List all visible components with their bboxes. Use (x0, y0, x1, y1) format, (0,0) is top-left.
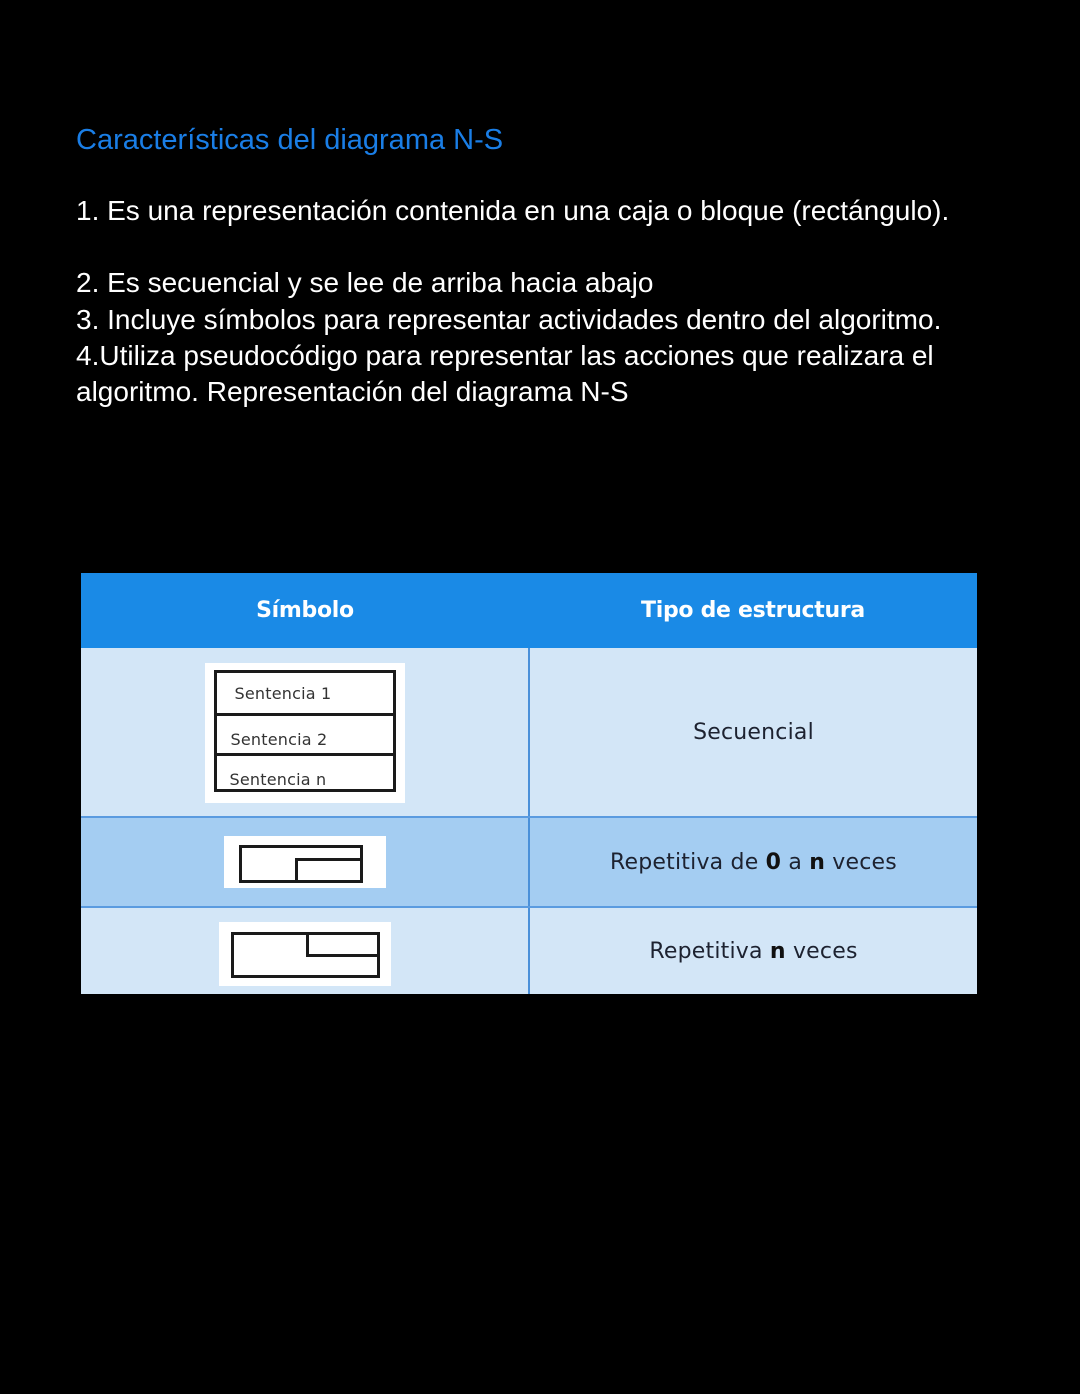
sentence-n-label: Sentencia n (217, 753, 393, 789)
structure-type-bold-n: n (769, 938, 786, 964)
ns-structures-table (81, 573, 977, 994)
sequential-block-icon (205, 663, 405, 803)
symbol-cell (81, 817, 529, 907)
characteristic-item-1: 1. Es una representación contenida en una caja o bloque (rectángulo). (76, 195, 950, 226)
loop-outer-rect (231, 932, 380, 978)
characteristic-item-4: 4.Utiliza pseudocódigo para representar las acciones que realizara el algoritmo. Representación del diagrama N-S (76, 339, 934, 408)
structure-type-bold-n: n (809, 849, 826, 875)
sentence-2-label: Sentencia 2 (217, 713, 393, 753)
symbol-cell (81, 648, 529, 817)
table-row (81, 817, 977, 907)
structure-type-text: Repetitiva de (610, 849, 766, 875)
repeat-0-to-n-icon (224, 836, 386, 888)
table-row (81, 648, 977, 817)
structure-type-text: veces (785, 938, 858, 964)
loop-outer-rect (239, 845, 363, 883)
paragraph-gap (76, 229, 956, 265)
sequential-stack (214, 670, 396, 792)
table-header-row (81, 573, 977, 648)
structure-type-bold-zero: 0 (765, 849, 782, 875)
loop-inner-rect (306, 935, 377, 957)
header-structure-type: Tipo de estructura (529, 573, 977, 648)
table-row (81, 907, 977, 994)
section-title: Características del diagrama N-S (76, 124, 504, 156)
characteristic-item-2: 2. Es secuencial y se lee de arriba hacia abajo (76, 267, 654, 299)
sentence-1-label: Sentencia 1 (234, 684, 332, 703)
characteristic-item-3: 3. Incluye símbolos para representar actividades dentro del algoritmo. (76, 303, 942, 335)
structure-type-text: veces (825, 849, 897, 875)
structure-type-cell (529, 648, 977, 817)
symbol-cell (81, 907, 529, 994)
structure-type-text: a (781, 849, 810, 875)
structure-type-cell (529, 817, 977, 907)
structure-type-cell (529, 907, 977, 994)
characteristics-list (76, 193, 956, 410)
structure-type-label: Secuencial (693, 719, 814, 745)
loop-inner-rect (295, 858, 360, 880)
header-symbol: Símbolo (81, 573, 529, 648)
structure-type-text: Repetitiva (649, 938, 770, 964)
repeat-n-times-icon (219, 922, 391, 986)
